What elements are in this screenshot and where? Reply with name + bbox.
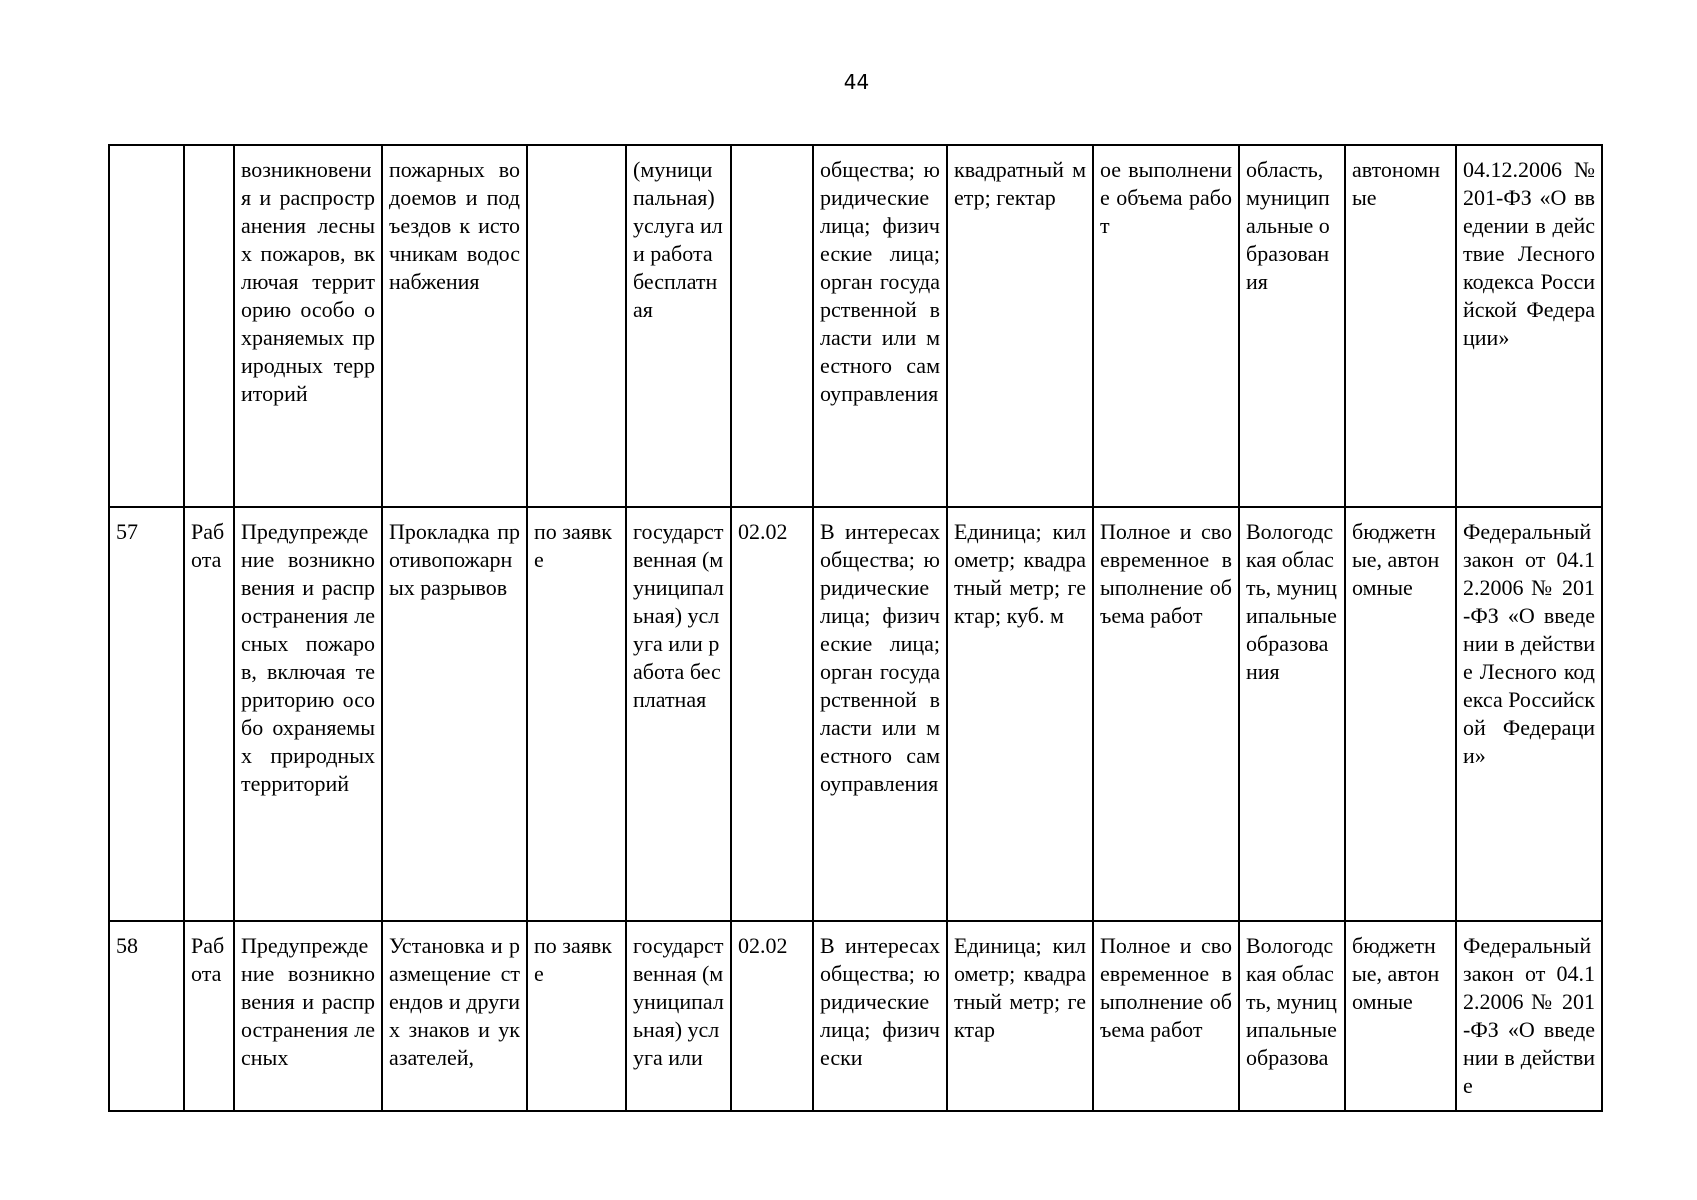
cell-type: Работа xyxy=(184,507,234,921)
cell-institution-type: бюджетные, автономные xyxy=(1345,507,1456,921)
cell-legal-basis: 04.12.2006 № 201-ФЗ «О введении в действие Лесного кодекса Российской Федерации» xyxy=(1456,145,1602,507)
table-row xyxy=(109,507,1602,921)
cell-number: 57 xyxy=(109,507,184,921)
cell-units: квадратный метр; гектар xyxy=(947,145,1093,507)
cell-indicators: ое выполнение объема работ xyxy=(1093,145,1239,507)
cell-legal-basis: Федеральный закон от 04.12.2006 № 201-ФЗ «О введении в действие Лесного кодекса Российской Федерации» xyxy=(1456,507,1602,921)
cell-code xyxy=(731,145,813,507)
cell-number: 58 xyxy=(109,921,184,1111)
cell-units: Единица; километр; квадратный метр; гектар xyxy=(947,921,1093,1111)
cell-code: 02.02 xyxy=(731,507,813,921)
table-row xyxy=(109,145,1602,507)
cell-consumers xyxy=(813,921,947,1111)
cell-condition: по заявке xyxy=(527,507,626,921)
cell-type xyxy=(184,145,234,507)
cell-legal-basis xyxy=(1456,921,1602,1111)
cell-service-type xyxy=(626,921,731,1111)
cell-service-type: (муниципальная) услуга или работа бесплатная xyxy=(626,145,731,507)
cell-content-text: Установка и размещение стендов и других знаков и указателей, xyxy=(389,933,520,1070)
cell-legal-basis-text: Федеральный закон от 04.12.2006 № 201-ФЗ «О введении в действие xyxy=(1463,933,1595,1098)
cell-code: 02.02 xyxy=(731,921,813,1111)
cell-condition xyxy=(527,145,626,507)
cell-region: Вологодская область, муниципальные образования xyxy=(1239,507,1345,921)
cell-region-text: Вологодская область, муниципальные образова xyxy=(1246,933,1337,1070)
cell-region: область, муниципальные образования xyxy=(1239,145,1345,507)
cell-service-type-text: государственная (муниципальная) услуга или xyxy=(633,933,724,1070)
cell-region xyxy=(1239,921,1345,1111)
cell-indicators: Полное и своевременное выполнение объема работ xyxy=(1093,507,1239,921)
cell-service-type: государственная (муниципальная) услуга или работа бесплатная xyxy=(626,507,731,921)
cell-name: возникновения и распространения лесных пожаров, включая территорию особо охраняемых природных территорий xyxy=(234,145,382,507)
cell-condition: по заявке xyxy=(527,921,626,1111)
cell-number xyxy=(109,145,184,507)
cell-indicators-text: Полное и своевременное выполнение объема работ xyxy=(1100,933,1232,1042)
cell-consumers: общества; юридические лица; физические лица; орган государственной власти или местного самоуправления xyxy=(813,145,947,507)
cell-content: пожарных водоемов и подъездов к источникам водоснабжения xyxy=(382,145,527,507)
cell-institution-type: автономные xyxy=(1345,145,1456,507)
cell-consumers: В интересах общества; юридические лица; физические лица; орган государственной власти или местного самоуправления xyxy=(813,507,947,921)
cell-institution-type: бюджетные, автономные xyxy=(1345,921,1456,1111)
cell-name xyxy=(234,921,382,1111)
table-row xyxy=(109,921,1602,1111)
cell-indicators xyxy=(1093,921,1239,1111)
cell-content xyxy=(382,921,527,1111)
cell-name: Предупреждение возникновения и распространения лесных пожаров, включая территорию особо охраняемых природных территорий xyxy=(234,507,382,921)
page-number: 44 xyxy=(843,70,870,94)
cell-units: Единица; километр; квадратный метр; гектар; куб. м xyxy=(947,507,1093,921)
cell-type: Работа xyxy=(184,921,234,1111)
services-table xyxy=(108,144,1603,1112)
cell-consumers-text: В интересах общества; юридические лица; физически xyxy=(820,933,940,1070)
cell-name-text: Предупреждение возникновения и распространения лесных xyxy=(241,933,375,1070)
cell-content: Прокладка противопожарных разрывов xyxy=(382,507,527,921)
